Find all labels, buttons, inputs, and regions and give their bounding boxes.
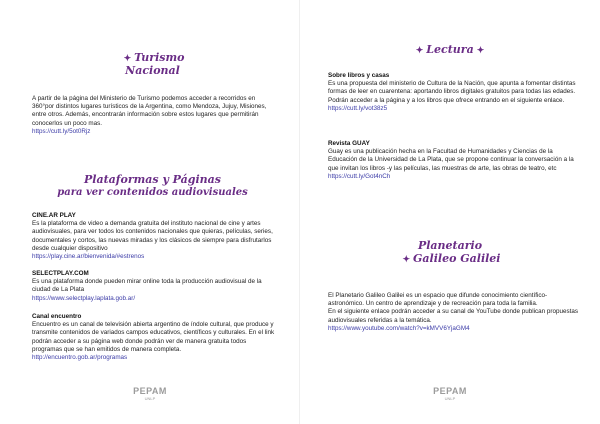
lectura-heading	[400, 44, 500, 57]
right-page	[300, 0, 600, 424]
right-logo-tagline: UNLP	[444, 396, 456, 401]
planetario-heading	[390, 240, 510, 265]
selectplay-link[interactable]: https://www.selectplay.laplata.gob.ar/	[32, 294, 136, 302]
encuentro-item	[32, 313, 278, 362]
plataformas-heading-title: Plataformas y Páginas	[84, 173, 221, 186]
libros-body: Es una propuesta del ministerio de Cultura de la Nación, que apunta a fomentar distintas formas de leer en cuarentena: aportando libros digitales gratuitos para todas las edades.	[328, 80, 576, 96]
planetario-body: El Planetario Galileo Galilei es un espacio que difunde conocimiento científico-astronómico. Un centro de aprendizaje y de recreación para toda la familia.	[328, 292, 548, 308]
guay-item	[328, 140, 578, 181]
guay-title: Revista GUAY	[328, 140, 370, 147]
libros-link[interactable]: https://cutt.ly/vot38z5	[328, 104, 388, 112]
turismo-body: A partir de la página del Ministerio de Turismo podemos acceder a recorridos en 360°por distintos lugares turísticos de la Argentina, como Mendoza, Jujuy, Misiones, entre otros. Además, encontrarán información sobre estos lugares que permitirán conocerlos un poco mas.	[32, 95, 267, 127]
cinear-item	[32, 212, 278, 261]
sparkle-icon: ✦	[402, 254, 411, 265]
right-footer-logo	[420, 386, 480, 401]
lectura-heading-title: Lectura	[426, 43, 474, 56]
left-logo-text: PEPAM	[133, 386, 167, 396]
planetario-heading-line2: Galileo Galilei	[413, 251, 501, 265]
encuentro-link[interactable]: http://encuentro.gob.ar/programas	[32, 354, 128, 362]
encuentro-title: Canal encuentro	[32, 313, 82, 320]
turismo-text	[32, 95, 278, 136]
left-logo-tagline: UNLP	[144, 396, 156, 401]
right-logo-text: PEPAM	[433, 386, 467, 396]
planetario-link[interactable]: https://www.youtube.com/watch?v=kMVV6YjaGM4	[328, 324, 470, 332]
turismo-heading	[100, 52, 205, 77]
planetario-text	[328, 292, 580, 333]
sparkle-icon: ✦	[476, 46, 485, 56]
plataformas-heading	[40, 174, 265, 198]
planetario-heading-line1: Planetario	[417, 239, 483, 252]
turismo-heading-line2: Nacional	[125, 63, 180, 77]
guay-link[interactable]: https://cutt.ly/Got4nCh	[328, 172, 391, 180]
libros-title: Sobre libros y casas	[328, 72, 390, 79]
libros-body2: Podrán acceder a la página y a los libros que ofrece entrando en el siguiente enlace.	[328, 96, 565, 104]
libros-item	[328, 72, 578, 113]
left-footer-logo	[120, 386, 180, 401]
selectplay-item	[32, 270, 278, 303]
plataformas-subheading: para ver contenidos audiovisuales	[57, 186, 248, 198]
cinear-title: CINE.AR PLAY	[32, 212, 76, 219]
cinear-body: Es la plataforma de video a demanda gratuita del instituto nacional de cine y artes audiovisuales, para ver todos los contenidos nacionales que quieras, películas, series, documentales y cortos, las nuevas miradas y los clásicos de siempre para disfrutarlos desde cualquier dispositivo	[32, 220, 273, 252]
sparkle-icon: ✦	[123, 54, 132, 64]
planetario-body2: En el siguiente enlace podrán acceder a su canal de YouTube donde publican propuestas audiovisuales referidas a la temática.	[328, 308, 579, 324]
sparkle-icon: ✦	[415, 46, 424, 56]
cinear-link[interactable]: https://play.cine.ar/bienvenida/#estrenos	[32, 253, 145, 261]
turismo-link[interactable]: https://cutt.ly/5ot0Rjz	[32, 127, 91, 135]
turismo-heading-line1: Turismo	[134, 51, 185, 64]
selectplay-body: Es una plataforma donde pueden mirar online toda la producción audiovisual de la ciudad de La Plata	[32, 278, 262, 294]
encuentro-body: Encuentro es un canal de televisión abierta argentino de índole cultural, que produce y transmite contenidos de variados campos educativos, científicos y culturales. En el link podrán acceder a su página web donde podrán ver de manera gratuita todos programas que se han emitidos de manera completa.	[32, 321, 275, 353]
guay-body: Guay es una publicación hecha en la Facultad de Humanidades y Ciencias de la Educación de la Universidad de La Plata, que se propone continuar la conversación a la que invitan los libros -y las películas, las muestras de arte, las obras de teatro, etc	[328, 148, 574, 172]
selectplay-title: SELECTPLAY.COM	[32, 270, 89, 277]
